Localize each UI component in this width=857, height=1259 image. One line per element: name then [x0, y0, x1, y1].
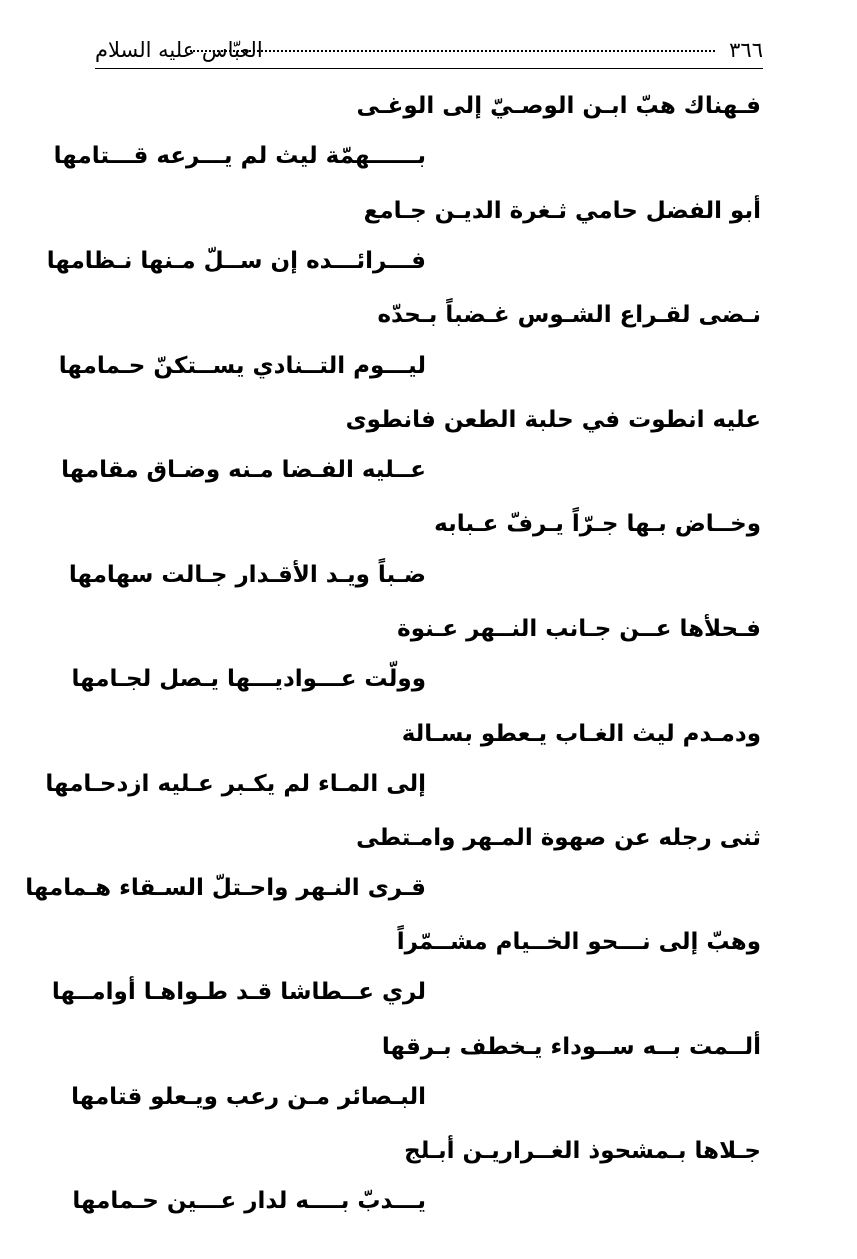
verse-9-first-hemistich: وهبّ إلى نـــحو الخــيام مشــمّراً	[396, 929, 761, 955]
verse-5-first-hemistich: وخــاض بـها جـرّاً يـرفّ عـبابه	[434, 511, 761, 537]
verse-4-first-hemistich: عليه انطوت في حلبة الطعن فانطوى	[345, 407, 761, 433]
header-rule	[95, 68, 763, 69]
verse-9-second-hemistich: لري عــطاشا قـد طـواهـا أوامــها	[51, 979, 426, 1005]
verse-10-first-hemistich: ألــمت بــه ســوداء يـخطف بـرقها	[381, 1034, 761, 1060]
verse-6-first-hemistich: فـحلأها عــن جـانب النــهر عـنوة	[397, 616, 761, 642]
page-number: ٣٦٦	[729, 38, 763, 62]
verse-10-second-hemistich: البـصائر مـن رعب ويـعلو قتامها	[71, 1084, 426, 1110]
verse-3-second-hemistich: ليـــوم التــنادي يســتكنّ حـمامها	[58, 353, 426, 379]
header-dot-leader	[190, 50, 715, 52]
verse-8-second-hemistich: قـرى النـهر واحـتلّ السـقاء هـمامها	[25, 875, 426, 901]
verse-6-second-hemistich: وولّت عـــواديـــها يـصل لجـامها	[71, 666, 426, 692]
verse-4-second-hemistich: عــليه الفـضا مـنه وضـاق مقامها	[61, 457, 426, 483]
verse-11-second-hemistich: يـــدبّ بــــه لدار عـــين حـمامها	[72, 1188, 426, 1214]
verse-2-first-hemistich: أبو الفضل حامي ثـغرة الديـن جـامع	[363, 198, 761, 224]
verse-7-first-hemistich: ودمـدم ليث الغـاب يـعطو بسـالة	[401, 721, 761, 747]
running-title: العبّاس عليه السلام	[95, 38, 263, 62]
verse-2-second-hemistich: فـــرائـــده إن ســلّ مـنها نـظامها	[46, 248, 426, 274]
verse-1-second-hemistich: بــــــهمّة ليث لم يـــرعه قـــتامها	[53, 143, 426, 169]
verse-3-first-hemistich: نـضى لقـراع الشـوس غـضباً بـحدّه	[377, 302, 761, 328]
verse-1-first-hemistich: فـهناك هبّ ابـن الوصـيّ إلى الوغـى	[356, 93, 761, 119]
verse-7-second-hemistich: إلى المـاء لم يكـبر عـليه ازدحـامها	[45, 771, 426, 797]
page-header	[95, 36, 763, 66]
verse-5-second-hemistich: ضـباً ويـد الأقـدار جـالت سهامها	[68, 562, 426, 588]
verse-11-first-hemistich: جـلاها بـمشحوذ الغــراريـن أبـلج	[404, 1138, 761, 1164]
verse-8-first-hemistich: ثنى رجله عن صهوة المـهر وامـتطى	[356, 825, 761, 851]
